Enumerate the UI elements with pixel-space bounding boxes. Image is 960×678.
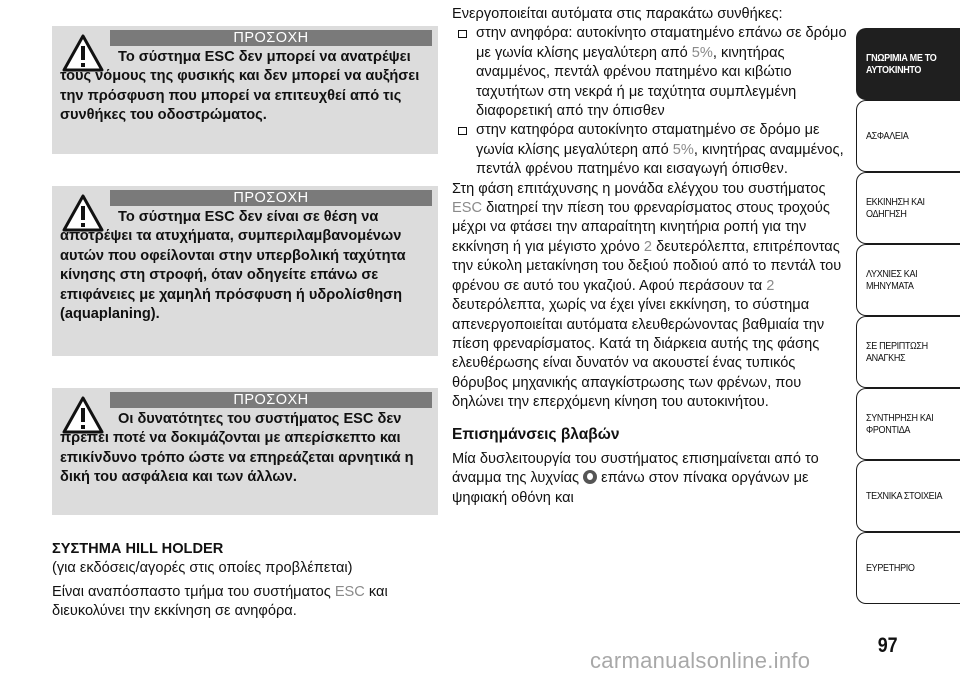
damage-heading: Επισημάνσεις βλαβών: [452, 425, 620, 443]
right-column: [452, 5, 850, 508]
acceleration-paragraph: [452, 180, 850, 413]
tab-safety[interactable]: [856, 100, 960, 172]
tab-starting-driving[interactable]: [856, 172, 960, 244]
tab-lamps-messages[interactable]: [856, 244, 960, 316]
tab-label: ΕΥΡΕΤΗΡΙΟ: [866, 562, 915, 574]
warning-title: ΠΡΟΣΟΧΗ: [110, 30, 432, 46]
bullet-square-icon: [458, 127, 467, 135]
intro-text: και διευκολύνει την εκκίνηση σε ανηφόρα.: [52, 583, 388, 620]
bullet-downhill: [452, 121, 850, 179]
esc-term: ESC: [452, 200, 483, 217]
paragraph-text: διατηρεί την πίεση του φρεναρίσματος στους τροχούς μέχρι να φτάσει την απαραίτητη κινητήρια ροπή για την εκκίνηση ή για μέγιστο χρόνο: [452, 200, 830, 255]
damage-paragraph: [452, 450, 850, 508]
watermark: carmanualsonline.info: [590, 648, 811, 673]
esc-warning-lamp-icon: [583, 470, 597, 484]
tab-label: ΓΝΩΡΙΜΙΑ ΜΕ ΤΟ ΑΥΤΟΚΙΝΗΤΟ: [866, 52, 937, 76]
bullet-square-icon: [458, 30, 467, 38]
warning-box-2: [52, 186, 438, 356]
bullet-text: στην κατηφόρα αυτοκίνητο σταματημένο σε δρόμο με γωνία κλίσης μεγαλύτερη από: [476, 122, 820, 158]
paragraph-text: Μία δυσλειτουργία του συστήματος επισημαίνεται από το άναμμα της λυχνίας: [452, 450, 819, 487]
tab-getting-to-know[interactable]: [856, 28, 960, 100]
warning-title: ΠΡΟΣΟΧΗ: [110, 392, 432, 408]
intro-text: Είναι αναπόσπαστο τμήμα του συστήματος: [52, 583, 331, 600]
hill-holder-heading: ΣΥΣΤΗΜΑ HILL HOLDER: [52, 541, 224, 557]
tab-label: ΑΣΦΑΛΕΙΑ: [866, 130, 909, 142]
warning-text: Το σύστημα ESC δεν είναι σε θέση να αποτρέψει τα ατυχήματα, συμπεριλαμβανομένων αυτών που οφείλονται στην υπερβολική ταχύτητα κίνησης στη στροφή, όταν οδηγείτε επάνω σε επιφάνειες με χαμηλή πρόσφυση ή υδρολίσθηση (aquaplaning).: [60, 209, 406, 323]
tab-label: ΣΕ ΠΕΡΙΠΤΩΣΗ ΑΝΑΓΚΗΣ: [866, 340, 928, 364]
warning-text: Το σύστημα ESC δεν μπορεί να ανατρέψει τους νόμους της φυσικής και δεν μπορεί να αυξήσει την πρόσφυση που μπορεί να επιτευχθεί από τις συνθήκες του οδοστρώματος.: [60, 49, 420, 124]
percent-value: 5%: [672, 141, 694, 158]
bullet-text: , κινητήρας αναμμένος, πεντάλ φρένου πατημένο και εισαγωγή όπισθεν.: [476, 141, 844, 178]
paragraph-text: δευτερόλεπτα, χωρίς να έχει γίνει εκκίνηση, το σύστημα απενεργοποιείται αυτόματα ελευθερώνοντας βαθμιαία την πίεση φρεναρίσματος. Κατά τη διάρκεια αυτής της φάσης ελευθέρωσης είναι δυνατόν να ακουστεί ένας τυπικός θόρυβος μηχανικής απαγκίστρωσης των φρένων, που δηλώνει την επερχόμενη κίνηση του αυτοκινήτου.: [452, 297, 825, 411]
tab-label: ΛΥΧΝΙΕΣ ΚΑΙ ΜΗΝΥΜΑΤΑ: [866, 268, 918, 292]
percent-value: 5%: [691, 44, 713, 61]
hill-holder-section: [52, 540, 438, 622]
tab-label: ΤΕΧΝΙΚΑ ΣΤΟΙΧΕΙΑ: [866, 490, 943, 502]
bullet-text: , κινητήρας αναμμένος, πεντάλ φρένου πατημένο και κιβώτιο ταχυτήτων στη νεκρά ή με ταχύτητα συμπλεγμένη διαφορετική από την όπισθεν: [476, 44, 797, 120]
tab-label: ΣΥΝΤΗΡΗΣΗ ΚΑΙ ΦΡΟΝΤΙΔΑ: [866, 412, 934, 436]
paragraph-text: Στη φάση επιτάχυνσης η μονάδα ελέγχου του συστήματος: [452, 180, 826, 197]
esc-term: ESC: [334, 583, 365, 600]
hill-holder-intro: [52, 583, 438, 622]
hill-holder-subheading: (για εκδόσεις/αγορές στις οποίες προβλέπεται): [52, 560, 353, 577]
page-number: 97: [877, 634, 898, 657]
warning-title: ΠΡΟΣΟΧΗ: [110, 190, 432, 206]
bullet-text: στην ανηφόρα: αυτοκίνητο σταματημένο επάνω σε δρόμο με γωνία κλίσης μεγαλύτερη από: [476, 25, 847, 61]
tab-index[interactable]: [856, 532, 960, 604]
paragraph-text: δευτερόλεπτα, επιτρέποντας την εύκολη μετακίνηση του δεξιού ποδιού από το πεντάλ του φρένου σε αυτό του γκαζιού. Αφού περάσουν τα: [452, 238, 842, 294]
seconds-value: 2: [766, 277, 775, 294]
paragraph-text: επάνω στον πίνακα οργάνων με ψηφιακή οθόνη και: [452, 470, 809, 506]
seconds-value: 2: [643, 238, 653, 255]
warning-text: Οι δυνατότητες του συστήματος ESC δεν πρέπει ποτέ να δοκιμάζονται με απερίσκεπτο και επικίνδυνο τρόπο ώστε να επηρεάζεται αρνητικά η δική του ασφάλεια και των άλλων.: [60, 411, 414, 486]
tab-technical-data[interactable]: [856, 460, 960, 532]
tab-maintenance[interactable]: [856, 388, 960, 460]
bullet-uphill: [452, 24, 850, 121]
tab-label: ΕΚΚΙΝΗΣΗ ΚΑΙ ΟΔΗΓΗΣΗ: [866, 196, 925, 220]
warning-box-1: [52, 26, 438, 154]
tab-emergency[interactable]: [856, 316, 960, 388]
activation-intro: Ενεργοποιείται αυτόματα στις παρακάτω συνθήκες:: [452, 6, 783, 22]
warning-box-3: [52, 388, 438, 515]
